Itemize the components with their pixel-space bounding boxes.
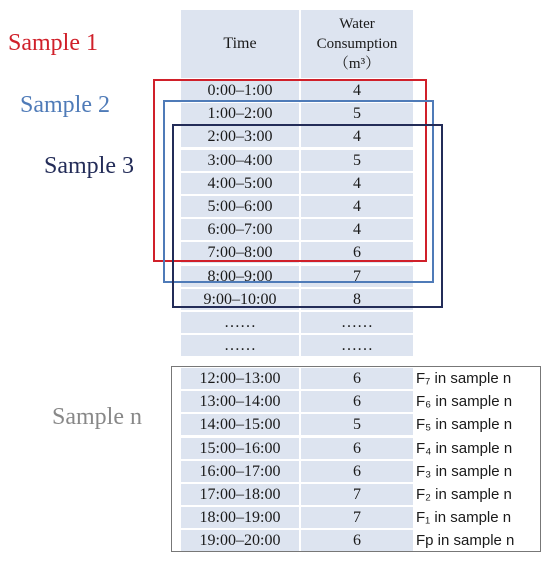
table-row [181, 335, 413, 356]
value-cell: 6 [353, 463, 361, 480]
sample-1-label: Sample 1 [8, 30, 98, 56]
sample-2-label: Sample 2 [20, 92, 110, 118]
sample-3-box [172, 124, 443, 308]
value-cell: 4 [353, 198, 361, 215]
time-cell: …… [224, 337, 256, 354]
time-cell: 13:00–14:00 [199, 393, 281, 410]
time-cell: 14:00–15:00 [199, 416, 281, 433]
value-cell: 4 [353, 128, 361, 145]
header-water-consumption [301, 10, 413, 78]
header-time: Time [223, 35, 257, 52]
time-cell: 6:00–7:00 [207, 221, 273, 238]
time-cell: 16:00–17:00 [199, 463, 281, 480]
time-cell: 5:00–6:00 [207, 198, 273, 215]
value-cell: …… [341, 337, 373, 354]
value-cell: 5 [353, 152, 361, 169]
time-cell: 19:00–20:00 [199, 532, 281, 549]
header-water-line3: （m³） [333, 56, 381, 72]
value-cell: 6 [353, 370, 361, 387]
feature-label: F₄ in sample n [416, 440, 513, 457]
sample-n-label: Sample n [52, 404, 142, 430]
header-water-line2: Consumption [316, 36, 398, 52]
time-cell: 12:00–13:00 [199, 370, 281, 387]
time-cell: …… [224, 314, 256, 331]
value-cell: 7 [353, 509, 361, 526]
value-cell: 5 [353, 105, 361, 122]
time-cell: 15:00–16:00 [199, 440, 281, 457]
value-cell: 6 [353, 244, 361, 261]
sample-3-label: Sample 3 [44, 153, 134, 179]
time-cell: 4:00–5:00 [207, 175, 273, 192]
value-cell: 5 [353, 416, 361, 433]
time-cell: 1:00–2:00 [207, 105, 273, 122]
value-cell: 6 [353, 393, 361, 410]
feature-label: F₆ in sample n [416, 393, 513, 410]
value-cell: 7 [353, 486, 361, 503]
time-cell: 0:00–1:00 [207, 82, 273, 99]
header-water-line1: Water [339, 16, 375, 32]
time-cell: 9:00–10:00 [203, 291, 277, 308]
feature-label: F₅ in sample n [416, 416, 513, 433]
feature-label: F₃ in sample n [416, 463, 513, 480]
value-cell: 4 [353, 82, 361, 99]
value-cell: 8 [353, 291, 361, 308]
value-cell: 4 [353, 175, 361, 192]
table-row [181, 312, 413, 333]
feature-label: F₇ in sample n [416, 370, 512, 387]
time-cell: 7:00–8:00 [207, 244, 273, 261]
time-cell: 8:00–9:00 [207, 268, 273, 285]
value-cell: …… [341, 314, 373, 331]
time-cell: 3:00–4:00 [207, 152, 273, 169]
value-cell: 7 [353, 268, 361, 285]
feature-label: F₁ in sample n [416, 509, 512, 526]
table-header [181, 10, 413, 78]
value-cell: 6 [353, 532, 361, 549]
value-cell: 6 [353, 440, 361, 457]
value-cell: 4 [353, 221, 361, 238]
feature-label: Fp in sample n [416, 532, 515, 549]
time-cell: 18:00–19:00 [199, 509, 281, 526]
time-cell: 17:00–18:00 [199, 486, 281, 503]
time-cell: 2:00–3:00 [207, 128, 273, 145]
feature-label: F₂ in sample n [416, 486, 512, 503]
sample-n-box [171, 366, 541, 552]
